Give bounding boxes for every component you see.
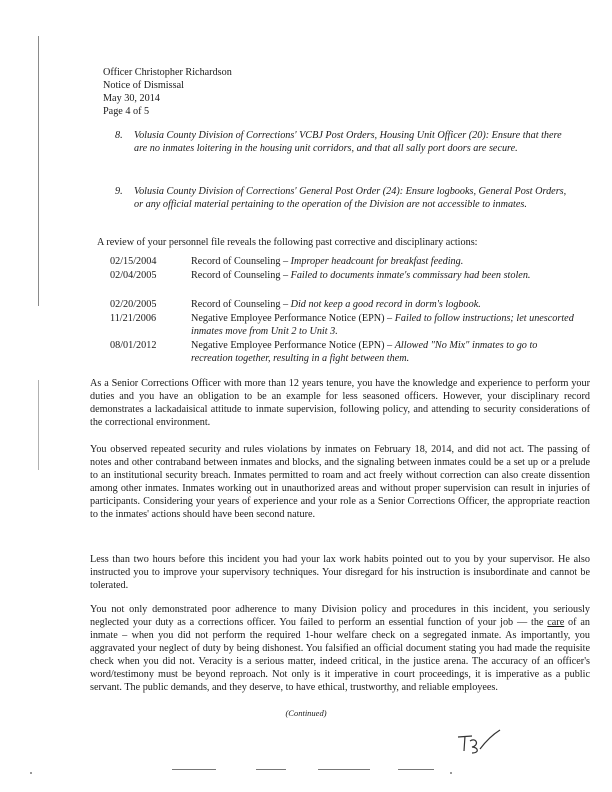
post-order-text: Volusia County Division of Corrections' General Post Order (24): Ensure logbooks, General Post Orders, or any official material pertaining to the operation of the Division are not accessible to inmates. [134, 186, 567, 210]
continued-note: (Continued) [285, 708, 327, 718]
bottom-mark [318, 769, 370, 770]
action-date: 11/21/2006 [110, 313, 157, 324]
body-paragraph [90, 603, 590, 694]
action-detail: Failed to documents inmate's commissary had been stolen. [290, 270, 531, 281]
scan-speck [450, 772, 452, 774]
header-recipient: Officer Christopher Richardson [103, 67, 232, 78]
action-type: Record of Counseling [191, 299, 281, 310]
header-subject: Notice of Dismissal [103, 80, 184, 91]
scan-speck [30, 772, 32, 774]
action-detail: Allowed "No Mix" inmates to go to recreation together, resulting in a fight between them. [191, 340, 538, 364]
bottom-mark [256, 769, 286, 770]
action-type: Negative Employee Performance Notice (EPN) [191, 313, 385, 324]
document-page: Officer Christopher Richardson Notice of Dismissal May 30, 2014 Page 4 of 5 8. Volusia County Division of Corrections' VCBJ Post Orders, Housing Unit Officer (20): Ensure that there are no inmates loitering in the housing unit corridors, and that all sally port doors are secure. 9. Volusia County Division of Corrections' General Post Order (24): Ensure logbooks, General Post Orders, or any official material pertaining to the operation of the Division are not accessible to inmates. A review of your personnel file reveals the following past corrective and disciplinary actions: 02/15/2004 Record of Counseling – Improper headcount for breakfast feeding. 02/04/2005 Record of Counseling – Failed to documents inmate's commissary had been stolen. 02/20/2005 Record of Counseling – Did not keep a good record in dorm's logbook. 11/21/2006 Negative Employee Performance Notice (EPN) – Failed to follow instructions; let unescorted inmates move from Unit 2 to Unit 3. 08/01/2012 Negative Employee Performance Notice (EPN) – Allowed "No Mix" inmates to go to recreation together, resulting in a fight between them. As a Senior Corrections Officer with more than 12 years tenure, you have the knowledge and experience to perform your duties and you have an obligation to be an example for less seasoned officers. However, your disciplinary record demonstrates a lackadaisical attitude to inmate supervision, following policy, and attending to security considerations of the correctional environment. You observed repeated security and rules violations by inmates on February 18, 2014, and did not act. The passing of notes and other contraband between inmates and blocks, and the signaling between inmates could be a set up or a prelude to an institutional security breach. Inmates permitted to roam and act freely without correction can also create dissention among other inmates. Inmates working out in unauthorized areas and without proper supervision can result in injuries of participants. Considering your years of experience and your role as a Senior Corrections Officer, the appropriate reaction to the inmates' actions should have been second nature. Less than two hours before this incident you had your lax work habits pointed out to you by your supervisor. He also instructed you to improve your supervisory techniques. Your disregard for his instruction is insubordinate and cannot be tolerated. You not only demonstrated poor adherence to many Division policy and procedures in this incident, you seriously neglected your duty as a corrections officer. You failed to perform an essential function of your job — the care of an inmate – when you did not perform the required 1-hour welfare check on a segregated inmate. As importantly, you aggravated your neglect of duty by being dishonest. You falsified an official document stating you had made the requisite check when you did not. Veracity is a serious matter, indeed critical, in the justice arena. The accuracy of an officer's word/testimony must be beyond reproach. Not only is it imperative in court proceedings, it is imperative as a public servant. The public demands, and they deserve, to have ethical, trustworthy, and reliable employees. (Continued) [0, 0, 612, 792]
action-type: Negative Employee Performance Notice (EPN) [191, 340, 385, 351]
body-paragraph: Less than two hours before this incident you had your lax work habits pointed out to you by your supervisor. He also instructed you to improve your supervisory techniques. Your disregard for his instruction is insubordinate and cannot be tolerated. [90, 554, 590, 591]
body-paragraph: As a Senior Corrections Officer with more than 12 years tenure, you have the knowledge and experience to perform your duties and you have an obligation to be an example for less seasoned officers. However, your disciplinary record demonstrates a lackadaisical attitude to inmate supervision, following policy, and attending to security considerations of the correctional environment. [90, 378, 590, 428]
action-date: 08/01/2012 [110, 340, 157, 351]
review-intro: A review of your personnel file reveals the following past corrective and disciplinary actions: [97, 237, 478, 248]
action-date: 02/15/2004 [110, 256, 157, 267]
margin-line [38, 380, 39, 470]
post-order-text: Volusia County Division of Corrections' VCBJ Post Orders, Housing Unit Officer (20): Ensure that there are no inmates loitering in the housing unit corridors, and that all sally port doors are secure. [134, 130, 562, 154]
bottom-mark [172, 769, 216, 770]
header-page-number: Page 4 of 5 [103, 106, 150, 117]
action-type: Record of Counseling [191, 256, 281, 267]
post-order-number: 9. [115, 186, 123, 197]
paragraph-text: You not only demonstrated poor adherence to many Division policy and procedures in this incident, you seriously neglected your duty as a corrections officer. You failed to perform an essential function of your job — the [90, 604, 590, 628]
paragraph-text: of an inmate – when you did not perform the required 1-hour welfare check on a segregated inmate. As importantly, you aggravated your neglect of duty by being dishonest. You falsified an official document stating you had made the requisite check when you did not. Veracity is a serious matter, indeed critical, in the justice arena. The accuracy of an officer's word/testimony must be beyond reproach. Not only is it imperative in court proceedings, it is imperative as a public servant. The public demands, and they deserve, to have ethical, trustworthy, and reliable employees. [90, 617, 590, 693]
action-detail: Improper headcount for breakfast feeding. [290, 256, 464, 267]
action-detail: Failed to follow instructions; let unescorted inmates move from Unit 2 to Unit 3. [191, 313, 574, 337]
action-detail: Did not keep a good record in dorm's logbook. [290, 299, 481, 310]
bottom-mark [398, 769, 434, 770]
post-order-item-8 [115, 129, 575, 155]
action-date: 02/04/2005 [110, 270, 157, 281]
letter-header [103, 66, 232, 118]
post-order-item-9 [115, 185, 575, 211]
handwritten-initials [454, 727, 502, 757]
post-order-number: 8. [115, 130, 123, 141]
action-type: Record of Counseling [191, 270, 281, 281]
margin-line [38, 36, 39, 306]
body-paragraph: You observed repeated security and rules violations by inmates on February 18, 2014, and did not act. The passing of notes and other contraband between inmates and blocks, and the signaling between inmates could be a set up or a prelude to an institutional security breach. Inmates permitted to roam and act freely without correction can also create dissention among other inmates. Inmates working out in unauthorized areas and without proper supervision can result in injuries of participants. Considering your years of experience and your role as a Senior Corrections Officer, the appropriate reaction to the inmates' actions should have been second nature. [90, 444, 590, 520]
action-date: 02/20/2005 [110, 299, 157, 310]
underlined-word: care [547, 617, 565, 628]
header-date: May 30, 2014 [103, 93, 160, 104]
